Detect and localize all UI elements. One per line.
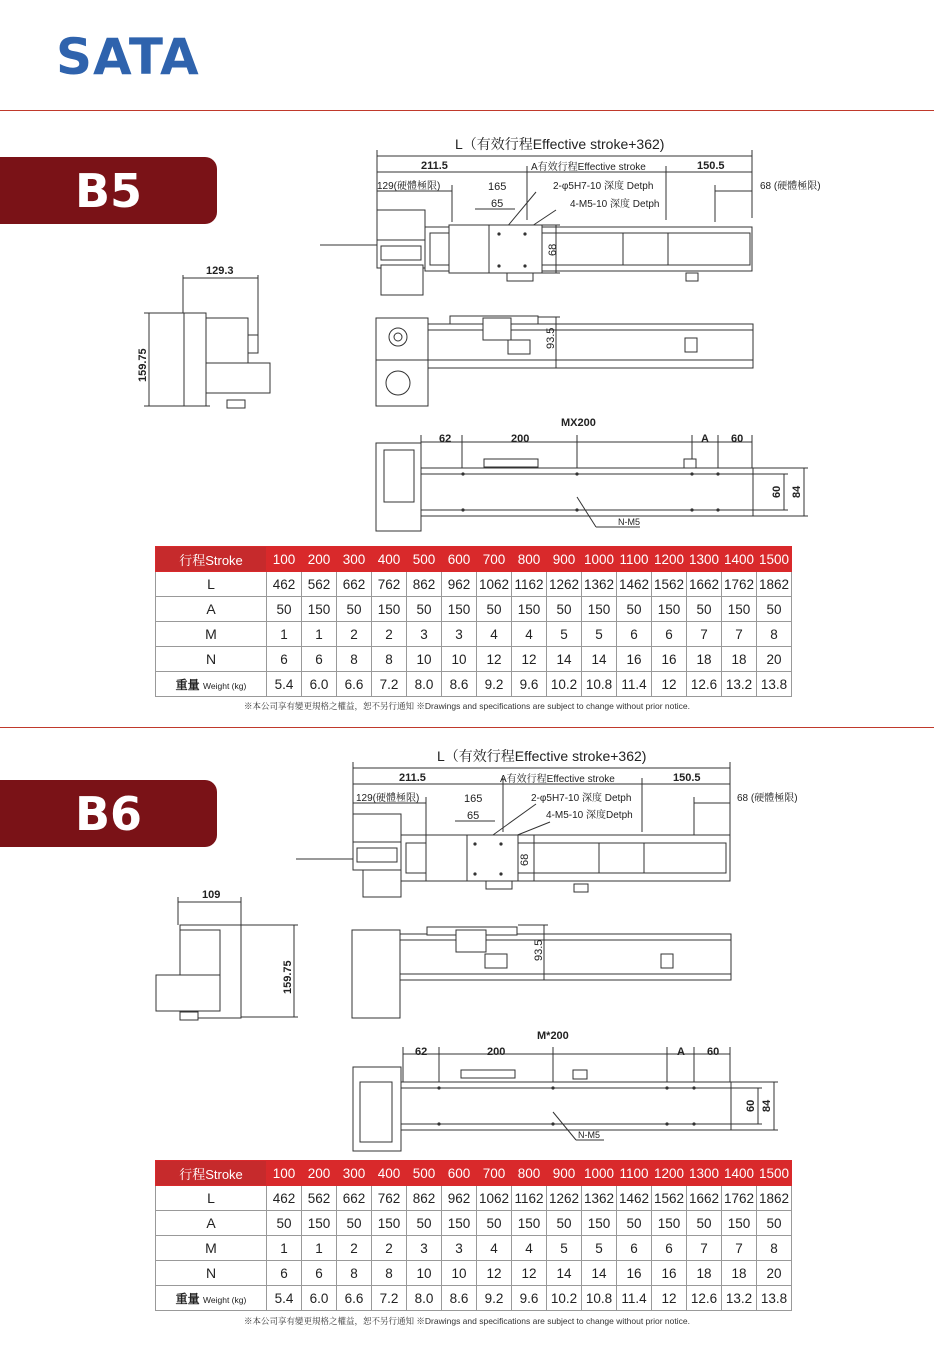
stroke-col: 200 bbox=[302, 1161, 337, 1186]
table-cell: 8 bbox=[372, 647, 407, 672]
dim-65: 65 bbox=[467, 810, 480, 822]
table-cell: 150 bbox=[442, 1211, 477, 1236]
table-cell: 150 bbox=[652, 597, 687, 622]
dim-v93: 93.5 bbox=[545, 327, 557, 349]
table-cell: 150 bbox=[582, 597, 617, 622]
stroke-col: 900 bbox=[547, 547, 582, 572]
table-cell: 13.8 bbox=[757, 1286, 792, 1311]
table-cell: 150 bbox=[372, 1211, 407, 1236]
dim-b62: 62 bbox=[415, 1046, 428, 1058]
table-cell: 1662 bbox=[687, 1186, 722, 1211]
stroke-col: 1100 bbox=[617, 1161, 652, 1186]
table-cell: 2 bbox=[337, 622, 372, 647]
table-cell: 5 bbox=[547, 622, 582, 647]
table-cell: 4 bbox=[512, 1236, 547, 1261]
table-cell: 14 bbox=[547, 647, 582, 672]
dim-v60: 60 bbox=[745, 1099, 757, 1112]
stroke-col: 400 bbox=[372, 1161, 407, 1186]
table-cell: 20 bbox=[757, 647, 792, 672]
b5-technical-drawing bbox=[0, 130, 934, 540]
hole-spec-2: 4-M5-10 深度Detph bbox=[546, 810, 633, 821]
row-label: N bbox=[156, 647, 267, 672]
table-cell: 150 bbox=[722, 597, 757, 622]
disclaimer-note: ※本公司享有變更規格之權益，恕不另行通知 ※Drawings and specifications are subject to change without prior notice. bbox=[244, 1316, 690, 1326]
table-cell: 12.6 bbox=[687, 672, 722, 697]
dim-mx: M*200 bbox=[537, 1030, 569, 1042]
table-cell: 13.8 bbox=[757, 672, 792, 697]
table-cell: 7 bbox=[687, 1236, 722, 1261]
table-header-row bbox=[156, 547, 792, 572]
table-cell: 10.2 bbox=[547, 1286, 582, 1311]
dim-stroke-mid: A有效行程Effective stroke bbox=[531, 162, 646, 173]
weight-label-cn: 重量 bbox=[175, 1291, 200, 1306]
table-cell: 150 bbox=[442, 597, 477, 622]
table-cell: 8.0 bbox=[407, 1286, 442, 1311]
table-cell: 16 bbox=[617, 1261, 652, 1286]
stroke-col: 1100 bbox=[617, 547, 652, 572]
dim-side-height: 159.75 bbox=[282, 960, 294, 994]
table-cell: 1862 bbox=[757, 1186, 792, 1211]
table-cell: 150 bbox=[372, 597, 407, 622]
table-cell: 1 bbox=[267, 1236, 302, 1261]
table-cell: 1862 bbox=[757, 572, 792, 597]
table-cell: 4 bbox=[477, 1236, 512, 1261]
table-cell: 2 bbox=[372, 1236, 407, 1261]
table-cell: 150 bbox=[512, 597, 547, 622]
b6-technical-drawing bbox=[0, 742, 934, 1152]
table-cell: 12 bbox=[477, 647, 512, 672]
row-label: M bbox=[156, 1236, 267, 1261]
table-cell: 18 bbox=[687, 647, 722, 672]
table-cell: 18 bbox=[722, 1261, 757, 1286]
dim-side-height: 159.75 bbox=[137, 348, 149, 382]
weight-unit: Weight (kg) bbox=[203, 1294, 247, 1305]
dim-mx: MX200 bbox=[561, 417, 596, 429]
table-cell: 1262 bbox=[547, 572, 582, 597]
table-row bbox=[156, 1186, 792, 1211]
dim-68-limit: 68 (硬體極限) bbox=[760, 181, 821, 192]
dim-bA: A bbox=[677, 1046, 685, 1058]
table-row-weight bbox=[156, 672, 792, 697]
table-cell: 4 bbox=[512, 622, 547, 647]
table-cell: 50 bbox=[407, 1211, 442, 1236]
table-cell: 1262 bbox=[547, 1186, 582, 1211]
table-cell: 150 bbox=[512, 1211, 547, 1236]
table-cell: 1762 bbox=[722, 572, 757, 597]
table-cell: 20 bbox=[757, 1261, 792, 1286]
section-divider bbox=[0, 110, 934, 111]
table-cell: 50 bbox=[547, 597, 582, 622]
table-cell: 6.0 bbox=[302, 672, 337, 697]
table-cell: 6 bbox=[302, 1261, 337, 1286]
table-cell: 50 bbox=[687, 597, 722, 622]
dim-v60: 60 bbox=[771, 485, 783, 498]
stroke-col: 1300 bbox=[687, 547, 722, 572]
table-cell: 8 bbox=[337, 1261, 372, 1286]
table-row bbox=[156, 622, 792, 647]
stroke-col: 200 bbox=[302, 547, 337, 572]
stroke-col: 100 bbox=[267, 1161, 302, 1186]
dim-b60: 60 bbox=[707, 1046, 720, 1058]
dim-v84: 84 bbox=[791, 485, 803, 498]
table-cell: 2 bbox=[337, 1236, 372, 1261]
dim-150: 150.5 bbox=[673, 772, 701, 784]
weight-label-cn: 重量 bbox=[175, 677, 200, 692]
table-cell: 8 bbox=[372, 1261, 407, 1286]
table-cell: 5.4 bbox=[267, 1286, 302, 1311]
dim-b62: 62 bbox=[439, 433, 452, 445]
table-cell: 8.6 bbox=[442, 1286, 477, 1311]
table-cell: 5 bbox=[582, 622, 617, 647]
table-cell: 6 bbox=[617, 1236, 652, 1261]
disclaimer-note: ※本公司享有變更規格之權益，恕不另行通知 ※Drawings and specifications are subject to change without prior notice. bbox=[244, 701, 690, 711]
stroke-col: 700 bbox=[477, 1161, 512, 1186]
table-cell: 6 bbox=[267, 1261, 302, 1286]
hole-spec-1: 2-φ5H7-10 深度 Detph bbox=[531, 793, 632, 804]
dim-L-title: L（有效行程Effective stroke+362) bbox=[437, 748, 647, 764]
table-row bbox=[156, 1261, 792, 1286]
table-cell: 9.2 bbox=[477, 1286, 512, 1311]
table-cell: 1 bbox=[302, 1236, 337, 1261]
table-cell: 150 bbox=[302, 1211, 337, 1236]
table-cell: 1462 bbox=[617, 1186, 652, 1211]
table-cell: 10.8 bbox=[582, 1286, 617, 1311]
table-cell: 18 bbox=[687, 1261, 722, 1286]
table-cell: 762 bbox=[372, 572, 407, 597]
stroke-col: 500 bbox=[407, 1161, 442, 1186]
table-cell: 6 bbox=[267, 647, 302, 672]
table-cell: 12.6 bbox=[687, 1286, 722, 1311]
table-cell: 8.0 bbox=[407, 672, 442, 697]
table-cell: 1062 bbox=[477, 1186, 512, 1211]
table-cell: 12 bbox=[477, 1261, 512, 1286]
table-cell: 16 bbox=[617, 647, 652, 672]
hole-spec-1: 2-φ5H7-10 深度 Detph bbox=[553, 181, 654, 192]
table-row bbox=[156, 572, 792, 597]
table-cell: 662 bbox=[337, 572, 372, 597]
dim-stroke-mid: A有效行程Effective stroke bbox=[500, 774, 615, 785]
dim-129-limit: 129(硬體極限) bbox=[377, 181, 441, 192]
table-row bbox=[156, 647, 792, 672]
table-cell: 4 bbox=[477, 622, 512, 647]
table-cell: 1562 bbox=[652, 572, 687, 597]
table-cell: 50 bbox=[407, 597, 442, 622]
table-cell: 3 bbox=[442, 1236, 477, 1261]
table-cell: 6.6 bbox=[337, 672, 372, 697]
weight-unit: Weight (kg) bbox=[203, 680, 247, 691]
table-cell: 50 bbox=[267, 597, 302, 622]
table-row bbox=[156, 1211, 792, 1236]
table-cell: 762 bbox=[372, 1186, 407, 1211]
table-cell: 7.2 bbox=[372, 1286, 407, 1311]
table-row bbox=[156, 597, 792, 622]
stroke-header: 行程Stroke bbox=[156, 1161, 267, 1186]
table-cell: 8 bbox=[757, 1236, 792, 1261]
table-cell: 16 bbox=[652, 1261, 687, 1286]
row-label: A bbox=[156, 1211, 267, 1236]
table-cell: 11.4 bbox=[617, 1286, 652, 1311]
table-cell: 8 bbox=[757, 622, 792, 647]
dim-side-width: 129.3 bbox=[206, 265, 234, 277]
dim-65: 65 bbox=[491, 198, 504, 210]
row-label: M bbox=[156, 622, 267, 647]
table-cell: 1362 bbox=[582, 1186, 617, 1211]
model-badge-b6: B6 bbox=[0, 780, 217, 847]
table-cell: 12 bbox=[652, 672, 687, 697]
table-cell: 13.2 bbox=[722, 672, 757, 697]
table-cell: 9.2 bbox=[477, 672, 512, 697]
table-cell: 662 bbox=[337, 1186, 372, 1211]
table-cell: 1162 bbox=[512, 572, 547, 597]
table-cell: 10.2 bbox=[547, 672, 582, 697]
stroke-col: 600 bbox=[442, 547, 477, 572]
stroke-col: 1400 bbox=[722, 547, 757, 572]
table-cell: 6 bbox=[652, 622, 687, 647]
table-cell: 7 bbox=[687, 622, 722, 647]
stroke-col: 600 bbox=[442, 1161, 477, 1186]
table-cell: 50 bbox=[477, 597, 512, 622]
table-cell: 10 bbox=[407, 1261, 442, 1286]
dim-nm5: N-M5 bbox=[578, 1130, 600, 1140]
stroke-col: 500 bbox=[407, 547, 442, 572]
table-row-weight bbox=[156, 1286, 792, 1311]
table-cell: 16 bbox=[652, 647, 687, 672]
dim-v84: 84 bbox=[761, 1099, 773, 1112]
dim-211: 211.5 bbox=[399, 772, 426, 784]
stroke-col: 1500 bbox=[757, 1161, 792, 1186]
dim-side-width: 109 bbox=[202, 889, 221, 901]
table-cell: 50 bbox=[757, 597, 792, 622]
stroke-col: 1000 bbox=[582, 547, 617, 572]
table-cell: 10 bbox=[407, 647, 442, 672]
stroke-col: 1500 bbox=[757, 547, 792, 572]
stroke-col: 300 bbox=[337, 1161, 372, 1186]
table-cell: 150 bbox=[652, 1211, 687, 1236]
dim-b200: 200 bbox=[487, 1046, 506, 1058]
table-cell: 1 bbox=[302, 622, 337, 647]
table-cell: 150 bbox=[302, 597, 337, 622]
table-cell: 10 bbox=[442, 1261, 477, 1286]
table-cell: 9.6 bbox=[512, 672, 547, 697]
table-cell: 962 bbox=[442, 1186, 477, 1211]
table-cell: 9.6 bbox=[512, 1286, 547, 1311]
table-cell: 50 bbox=[757, 1211, 792, 1236]
dim-bA: A bbox=[701, 433, 709, 445]
table-cell: 14 bbox=[547, 1261, 582, 1286]
stroke-col: 700 bbox=[477, 547, 512, 572]
table-cell: 50 bbox=[337, 1211, 372, 1236]
table-cell: 6 bbox=[617, 622, 652, 647]
table-cell: 150 bbox=[722, 1211, 757, 1236]
section-divider bbox=[0, 727, 934, 728]
table-cell: 1762 bbox=[722, 1186, 757, 1211]
table-cell: 5 bbox=[547, 1236, 582, 1261]
dim-165: 165 bbox=[464, 793, 483, 805]
table-cell: 462 bbox=[267, 1186, 302, 1211]
weight-label bbox=[156, 672, 267, 697]
table-cell: 14 bbox=[582, 647, 617, 672]
dim-211: 211.5 bbox=[421, 160, 448, 172]
stroke-col: 400 bbox=[372, 547, 407, 572]
weight-label bbox=[156, 1286, 267, 1311]
stroke-col: 900 bbox=[547, 1161, 582, 1186]
dim-129-limit: 129(硬體極限) bbox=[356, 793, 420, 804]
table-cell: 10.8 bbox=[582, 672, 617, 697]
stroke-col: 1200 bbox=[652, 547, 687, 572]
dim-v68: 68 bbox=[547, 243, 559, 256]
dim-L-title: L（有效行程Effective stroke+362) bbox=[455, 136, 665, 152]
table-cell: 1162 bbox=[512, 1186, 547, 1211]
table-cell: 7 bbox=[722, 622, 757, 647]
table-cell: 1062 bbox=[477, 572, 512, 597]
stroke-col: 800 bbox=[512, 547, 547, 572]
stroke-col: 800 bbox=[512, 1161, 547, 1186]
table-cell: 50 bbox=[617, 597, 652, 622]
table-cell: 12 bbox=[512, 647, 547, 672]
row-label: A bbox=[156, 597, 267, 622]
dim-68-limit: 68 (硬體極限) bbox=[737, 793, 798, 804]
table-cell: 18 bbox=[722, 647, 757, 672]
row-label: L bbox=[156, 572, 267, 597]
table-cell: 462 bbox=[267, 572, 302, 597]
table-cell: 1 bbox=[267, 622, 302, 647]
b5-spec-table bbox=[155, 546, 792, 697]
dim-b60: 60 bbox=[731, 433, 744, 445]
table-cell: 50 bbox=[267, 1211, 302, 1236]
table-cell: 1662 bbox=[687, 572, 722, 597]
row-label: N bbox=[156, 1261, 267, 1286]
table-cell: 1362 bbox=[582, 572, 617, 597]
table-cell: 562 bbox=[302, 1186, 337, 1211]
table-cell: 3 bbox=[442, 622, 477, 647]
hole-spec-2: 4-M5-10 深度 Detph bbox=[570, 199, 660, 210]
dim-b200: 200 bbox=[511, 433, 530, 445]
table-cell: 10 bbox=[442, 647, 477, 672]
table-cell: 8 bbox=[337, 647, 372, 672]
stroke-col: 1400 bbox=[722, 1161, 757, 1186]
table-cell: 1562 bbox=[652, 1186, 687, 1211]
table-cell: 6.0 bbox=[302, 1286, 337, 1311]
table-cell: 6.6 bbox=[337, 1286, 372, 1311]
table-cell: 12 bbox=[652, 1286, 687, 1311]
stroke-col: 100 bbox=[267, 547, 302, 572]
table-header-row bbox=[156, 1161, 792, 1186]
dim-nm5: N-M5 bbox=[618, 517, 640, 527]
table-cell: 12 bbox=[512, 1261, 547, 1286]
stroke-header: 行程Stroke bbox=[156, 547, 267, 572]
table-cell: 2 bbox=[372, 622, 407, 647]
table-row bbox=[156, 1236, 792, 1261]
stroke-col: 1300 bbox=[687, 1161, 722, 1186]
table-cell: 50 bbox=[687, 1211, 722, 1236]
table-cell: 1462 bbox=[617, 572, 652, 597]
table-cell: 50 bbox=[337, 597, 372, 622]
table-cell: 14 bbox=[582, 1261, 617, 1286]
table-cell: 862 bbox=[407, 572, 442, 597]
table-cell: 562 bbox=[302, 572, 337, 597]
sata-logo: SATA bbox=[56, 28, 200, 86]
dim-v93: 93.5 bbox=[533, 939, 545, 961]
table-cell: 5.4 bbox=[267, 672, 302, 697]
dim-165: 165 bbox=[488, 181, 507, 193]
stroke-col: 1200 bbox=[652, 1161, 687, 1186]
table-cell: 50 bbox=[477, 1211, 512, 1236]
row-label: L bbox=[156, 1186, 267, 1211]
table-cell: 6 bbox=[652, 1236, 687, 1261]
table-cell: 13.2 bbox=[722, 1286, 757, 1311]
table-cell: 6 bbox=[302, 647, 337, 672]
table-cell: 3 bbox=[407, 1236, 442, 1261]
dim-150: 150.5 bbox=[697, 160, 725, 172]
table-cell: 7.2 bbox=[372, 672, 407, 697]
table-cell: 150 bbox=[582, 1211, 617, 1236]
table-cell: 5 bbox=[582, 1236, 617, 1261]
model-badge-b5: B5 bbox=[0, 157, 217, 224]
table-cell: 862 bbox=[407, 1186, 442, 1211]
table-cell: 8.6 bbox=[442, 672, 477, 697]
dim-v68: 68 bbox=[519, 853, 531, 866]
table-cell: 11.4 bbox=[617, 672, 652, 697]
table-cell: 7 bbox=[722, 1236, 757, 1261]
table-cell: 962 bbox=[442, 572, 477, 597]
b6-spec-table bbox=[155, 1160, 792, 1311]
table-cell: 3 bbox=[407, 622, 442, 647]
stroke-col: 1000 bbox=[582, 1161, 617, 1186]
table-cell: 50 bbox=[617, 1211, 652, 1236]
stroke-col: 300 bbox=[337, 547, 372, 572]
table-cell: 50 bbox=[547, 1211, 582, 1236]
